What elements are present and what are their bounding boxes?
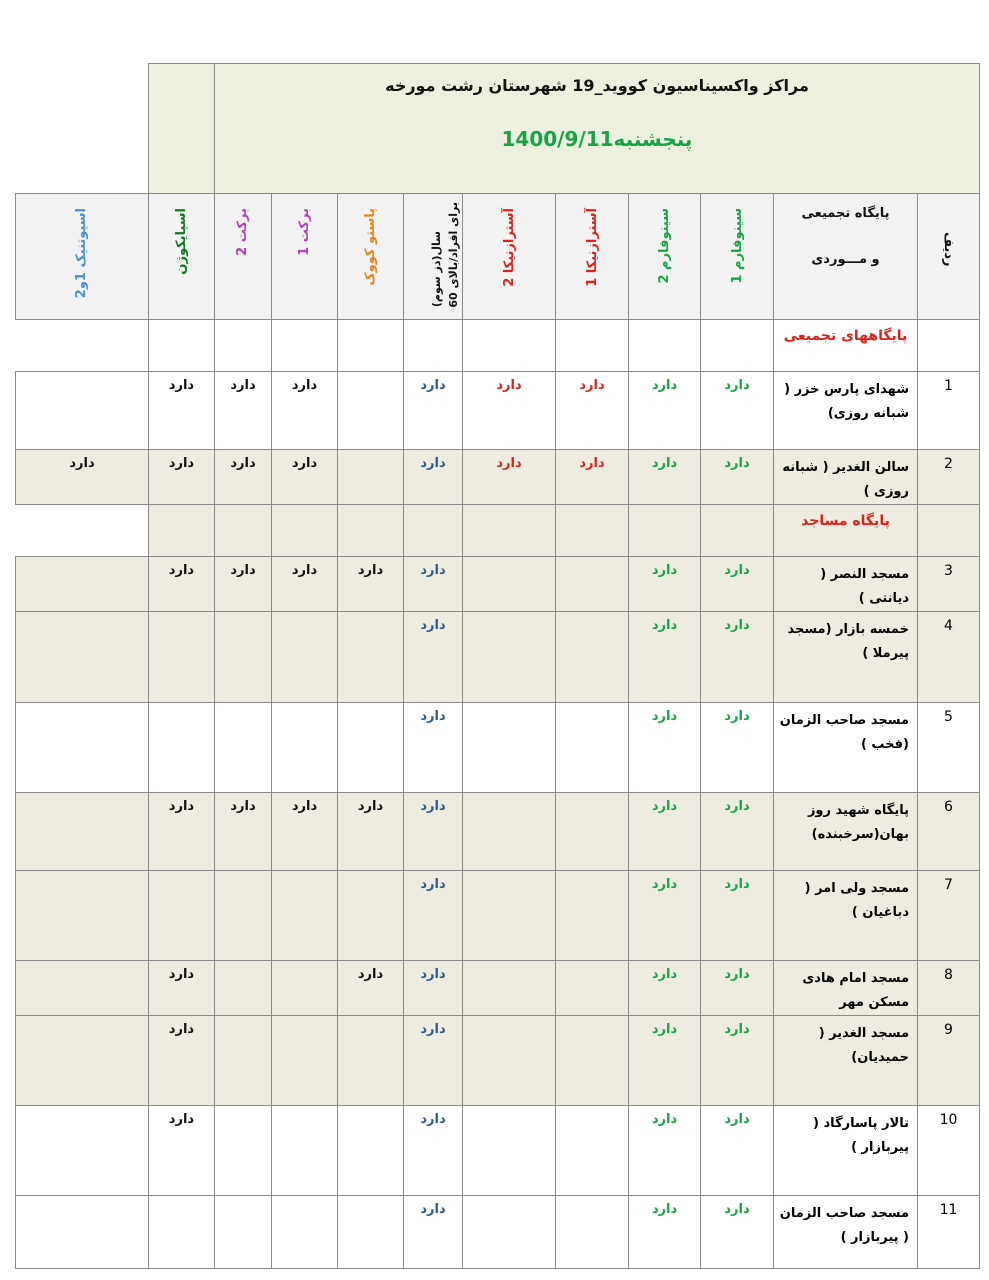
row-number: 9 [918,1016,980,1106]
cell-sinopharm1: دارد [701,793,774,871]
cell-sputnik [16,1106,149,1196]
header-barekat1: برکت 1 [272,194,338,320]
title-cell [214,64,979,194]
cell-pasteur [338,372,404,450]
cell-sputnik [16,793,149,871]
header-sinopharm2: سینوفارم 2 [629,194,701,320]
header-rownum: ردیف [918,194,980,320]
vaccination-centers-table [15,63,980,1269]
table-row [16,557,980,612]
cell-sinopharm1: دارد [701,703,774,793]
cell-barekat1 [272,961,338,1016]
cell-sputnik [16,703,149,793]
cell-astra2 [463,612,556,703]
cell-barekat1: دارد [272,372,338,450]
cell-spikogen [148,1196,214,1269]
section-row-mosques [16,505,980,557]
row-number: 5 [918,703,980,793]
table-row [16,450,980,505]
place-name: پایگاه شهید روز بهان(سرخبنده) [774,793,918,871]
cell-sputnik [16,871,149,961]
cell-astra1: دارد [556,450,629,505]
cell-astra2 [463,557,556,612]
place-name: مسجد الغدیر ( حمیدیان) [774,1016,918,1106]
header-barekat2: برکت 2 [214,194,271,320]
cell-sinopharm2: دارد [629,450,701,505]
cell-barekat2 [214,871,271,961]
cell-sixty: دارد [404,1016,463,1106]
cell-sinopharm1: دارد [701,871,774,961]
cell-astra2 [463,1016,556,1106]
cell-sinopharm2: دارد [629,793,701,871]
cell-barekat2: دارد [214,793,271,871]
cell-astra2: دارد [463,372,556,450]
cell-sixty: دارد [404,703,463,793]
cell-pasteur [338,612,404,703]
cell-barekat2: دارد [214,372,271,450]
cell-sixty: دارد [404,612,463,703]
cell-sixty: دارد [404,1196,463,1269]
cell-sinopharm2: دارد [629,372,701,450]
cell-spikogen: دارد [148,557,214,612]
cell-sinopharm2: دارد [629,1016,701,1106]
cell-sputnik: دارد [16,450,149,505]
cell-barekat1 [272,703,338,793]
cell-astra1 [556,1196,629,1269]
cell-astra2 [463,703,556,793]
header-row [16,194,980,320]
cell-barekat1 [272,871,338,961]
row-number: 3 [918,557,980,612]
cell-barekat1: دارد [272,557,338,612]
cell-astra1 [556,793,629,871]
place-name: مسجد امام هادی مسکن مهر [774,961,918,1016]
title-row [16,64,980,194]
cell-sputnik [16,961,149,1016]
cell-barekat1 [272,1106,338,1196]
cell-sinopharm1: دارد [701,1106,774,1196]
header-place-line2: و مـــوردی [811,251,880,267]
place-name: مسجد صاحب الزمان (فخب ) [774,703,918,793]
row-number: 6 [918,793,980,871]
header-sputnik: اسپوتنیک 1و2 [16,194,149,320]
cell-sixty: دارد [404,557,463,612]
cell-sinopharm1: دارد [701,961,774,1016]
cell-astra1 [556,961,629,1016]
row-number: 8 [918,961,980,1016]
cell-pasteur [338,1106,404,1196]
table-row [16,1106,980,1196]
table-row [16,612,980,703]
cell-sputnik [16,612,149,703]
cell-barekat1: دارد [272,793,338,871]
cell-spikogen: دارد [148,450,214,505]
cell-sinopharm2: دارد [629,1106,701,1196]
cell-spikogen: دارد [148,1016,214,1106]
row-number: 7 [918,871,980,961]
place-name: سالن الغدیر ( شبانه روزی ) [774,450,918,505]
cell-spikogen: دارد [148,793,214,871]
page-title: مراکز واکسیناسیون کووید_19 شهرستان رشت مورخه [385,76,809,95]
cell-astra1 [556,1016,629,1106]
cell-pasteur [338,1016,404,1106]
header-place-line1: پایگاه تجمیعی [801,206,890,221]
corner-cell [148,64,214,194]
cell-barekat1 [272,1196,338,1269]
place-name: خمسه بازار (مسجد پیرملا ) [774,612,918,703]
header-place [774,194,918,320]
cell-spikogen: دارد [148,1106,214,1196]
cell-astra1 [556,871,629,961]
section-mosques: پایگاه مساجد [774,505,918,557]
cell-barekat2 [214,703,271,793]
header-pasteur: پاستو کووک [338,194,404,320]
cell-pasteur [338,1196,404,1269]
table-row [16,1196,980,1269]
row-number: 10 [918,1106,980,1196]
cell-sputnik [16,372,149,450]
place-name: مسجد صاحب الزمان ( پیربازار ) [774,1196,918,1269]
cell-sputnik [16,557,149,612]
cell-pasteur [338,703,404,793]
cell-barekat2 [214,612,271,703]
table-row [16,871,980,961]
row-number: 4 [918,612,980,703]
cell-barekat1 [272,612,338,703]
table-row [16,961,980,1016]
table-row [16,372,980,450]
cell-sinopharm1: دارد [701,612,774,703]
cell-barekat1: دارد [272,450,338,505]
cell-sinopharm2: دارد [629,557,701,612]
cell-pasteur [338,450,404,505]
cell-astra2 [463,1106,556,1196]
place-name: مسجد النصر ( دیانتی ) [774,557,918,612]
header-astra1: آسترازنیکا 1 [556,194,629,320]
cell-spikogen: دارد [148,372,214,450]
table-row [16,1016,980,1106]
cell-barekat2 [214,1016,271,1106]
place-name: مسجد ولی امر ( دباغیان ) [774,871,918,961]
cell-barekat2 [214,961,271,1016]
cell-sixty: دارد [404,871,463,961]
header-spikogen: اسپایکوژن [148,194,214,320]
section-aggregate: پایگاههای تجمیعی [774,320,918,372]
cell-sinopharm1: دارد [701,557,774,612]
table-row [16,703,980,793]
cell-astra1 [556,1106,629,1196]
cell-astra2 [463,871,556,961]
cell-sixty: دارد [404,372,463,450]
cell-sinopharm2: دارد [629,961,701,1016]
cell-astra1 [556,557,629,612]
cell-pasteur: دارد [338,793,404,871]
cell-sputnik [16,1016,149,1106]
cell-pasteur [338,871,404,961]
cell-sinopharm1: دارد [701,372,774,450]
cell-astra2: دارد [463,450,556,505]
cell-sinopharm2: دارد [629,703,701,793]
row-number: 11 [918,1196,980,1269]
place-name: شهدای پارس خزر ( شبانه روزی) [774,372,918,450]
cell-barekat2 [214,1106,271,1196]
header-sixty: برای افراد/بالای 60سال(دز سوم) [404,194,463,320]
cell-sixty: دارد [404,961,463,1016]
cell-barekat2: دارد [214,450,271,505]
cell-sixty: دارد [404,450,463,505]
cell-astra1 [556,612,629,703]
cell-sinopharm1: دارد [701,1196,774,1269]
section-row-aggregate [16,320,980,372]
cell-sinopharm1: دارد [701,1016,774,1106]
cell-astra2 [463,1196,556,1269]
cell-pasteur: دارد [338,557,404,612]
cell-sinopharm2: دارد [629,871,701,961]
cell-spikogen: دارد [148,961,214,1016]
cell-sinopharm2: دارد [629,612,701,703]
cell-sinopharm1: دارد [701,450,774,505]
cell-sixty: دارد [404,1106,463,1196]
row-number: 2 [918,450,980,505]
cell-barekat1 [272,1016,338,1106]
cell-astra2 [463,793,556,871]
place-name: تالار پاسارگاد ( پیربازار ) [774,1106,918,1196]
cell-astra1 [556,703,629,793]
cell-spikogen [148,612,214,703]
row-number: 1 [918,372,980,450]
cell-astra1: دارد [556,372,629,450]
cell-sputnik [16,1196,149,1269]
header-sinopharm1: سینوفارم 1 [701,194,774,320]
cell-barekat2: دارد [214,557,271,612]
header-astra2: آسترازنیکا 2 [463,194,556,320]
page-date: پنجشنبه1400/9/11 [501,127,693,151]
cell-barekat2 [214,1196,271,1269]
cell-astra2 [463,961,556,1016]
cell-spikogen [148,703,214,793]
cell-pasteur: دارد [338,961,404,1016]
cell-sinopharm2: دارد [629,1196,701,1269]
table-row [16,793,980,871]
cell-spikogen [148,871,214,961]
cell-sixty: دارد [404,793,463,871]
